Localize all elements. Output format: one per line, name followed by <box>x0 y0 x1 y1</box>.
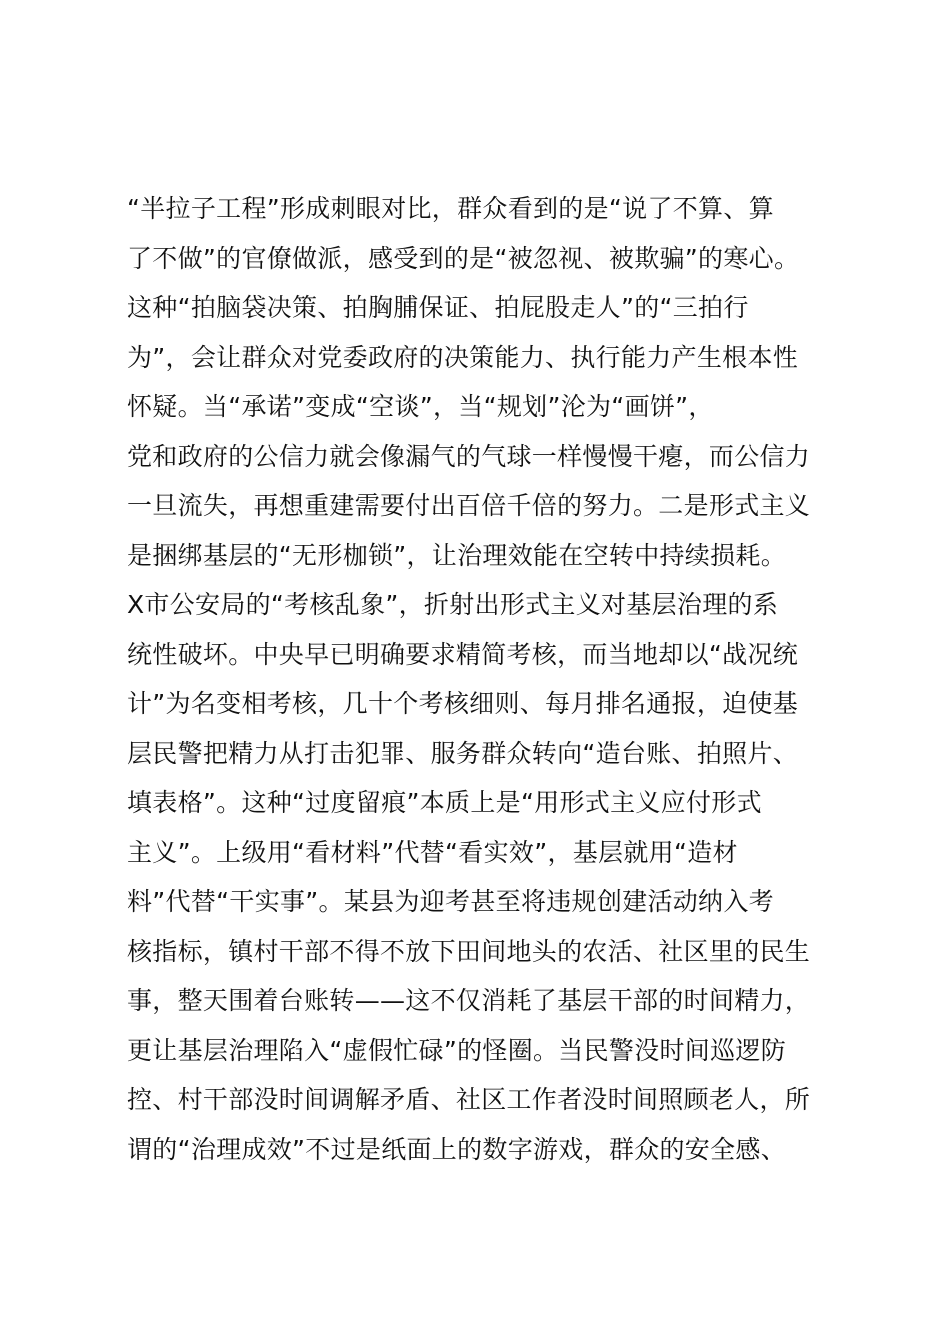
text-line: 是捆绑基层的“无形枷锁”，让治理效能在空转中持续损耗。 <box>127 540 787 570</box>
text-line: 了不做”的官僚做派，感受到的是“被忽视、被欺骗”的寒心。 <box>127 243 800 273</box>
text-line: 层民警把精力从打击犯罪、服务群众转向“造台账、拍照片、 <box>127 738 799 768</box>
text-line: 为”，会让群众对党委政府的决策能力、执行能力产生根本性 <box>127 342 799 372</box>
text-line: 控、村干部没时间调解矛盾、社区工作者没时间照顾老人，所 <box>127 1085 811 1114</box>
text-line: 填表格”。这种“过度留痕”本质上是“用形式主义应付形式 <box>127 788 762 817</box>
text-line: 党和政府的公信力就会像漏气的气球一样慢慢干瘪，而公信力 <box>127 441 811 471</box>
text-line: 怀疑。当“承诺”变成“空谈”，当“规划”沦为“画饼”， <box>127 392 714 421</box>
text-line: 统性破坏。中央早已明确要求精简考核，而当地却以“战况统 <box>127 639 799 669</box>
text-line: 事，整天围着台账转——这不仅消耗了基层干部的时间精力， <box>127 986 811 1015</box>
body-text <box>127 184 857 1174</box>
text-line: X市公安局的“考核乱象”，折射出形式主义对基层治理的系 <box>127 590 779 619</box>
text-line: 谓的“治理成效”不过是纸面上的数字游戏，群众的安全感、 <box>127 1134 787 1164</box>
text-line: 主义”。上级用“看材料”代替“看实效”，基层就用“造材 <box>127 837 738 867</box>
text-line: 这种“拍脑袋决策、拍胸脯保证、拍屁股走人”的“三拍行 <box>127 293 749 322</box>
text-line: 一旦流失，再想重建需要付出百倍千倍的努力。二是形式主义 <box>127 491 811 520</box>
text-line: 更让基层治理陷入“虚假忙碌”的怪圈。当民警没时间巡逻防 <box>127 1035 787 1065</box>
text-line: “半拉子工程”形成刺眼对比，群众看到的是“说了不算、算 <box>127 194 774 223</box>
text-line: 料”代替“干实事”。某县为迎考甚至将违规创建活动纳入考 <box>127 887 774 916</box>
text-line: 计”为名变相考核，几十个考核细则、每月排名通报，迫使基 <box>127 689 799 718</box>
text-line: 核指标，镇村干部不得不放下田间地头的农活、社区里的民生 <box>127 936 811 966</box>
